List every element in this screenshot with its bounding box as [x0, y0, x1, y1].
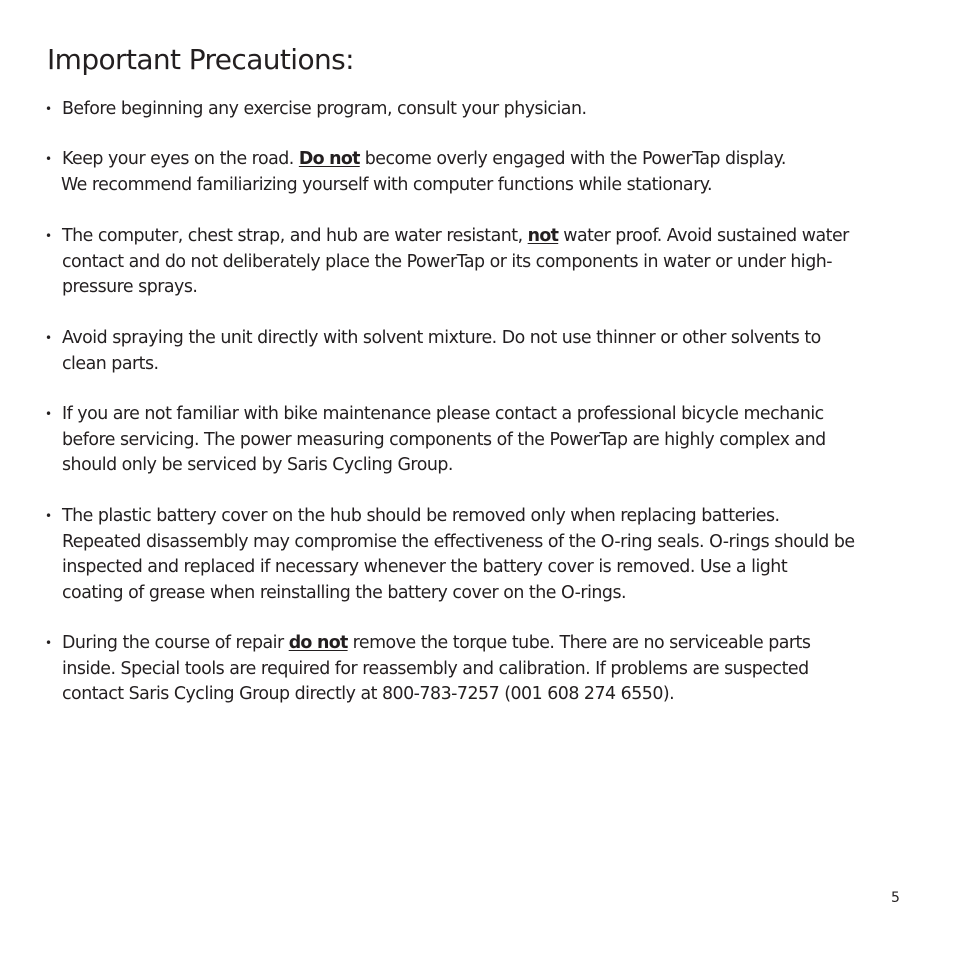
precaution-line	[62, 250, 932, 276]
precaution-text: should only be serviced by Saris Cycling Group.	[62, 455, 453, 475]
precaution-text: During the course of repair	[62, 633, 289, 653]
precaution-item	[45, 504, 932, 606]
precaution-text: contact Saris Cycling Group directly at 800-783-7257 (001 608 274 6550).	[62, 684, 675, 704]
precaution-text: remove the torque tube. There are no serviceable parts	[347, 633, 811, 653]
precaution-line	[61, 173, 932, 199]
precaution-text: Keep your eyes on the road.	[62, 149, 299, 169]
precaution-item	[45, 402, 932, 479]
precaution-line	[62, 147, 932, 173]
emphasis-text: not	[527, 226, 559, 246]
precaution-text: Repeated disassembly may compromise the effectiveness of the O-ring seals. O-rings should be	[62, 531, 855, 552]
precaution-line	[62, 631, 932, 657]
precaution-line	[62, 581, 932, 607]
precaution-text: coating of grease when reinstalling the battery cover on the O-rings.	[62, 582, 627, 603]
precaution-line	[62, 530, 932, 556]
precaution-text: We recommend familiarizing yourself with computer functions while stationary.	[61, 174, 713, 195]
precaution-text: pressure sprays.	[62, 277, 198, 297]
emphasis-text: do not	[288, 633, 348, 653]
precaution-line	[62, 428, 932, 454]
precaution-line	[62, 326, 932, 352]
precaution-line	[62, 275, 932, 301]
precaution-item	[45, 326, 932, 377]
precaution-line	[62, 555, 932, 581]
precaution-text: If you are not familiar with bike maintenance please contact a professional bicycle mechanic	[62, 404, 824, 424]
precaution-text: Before beginning any exercise program, consult your physician.	[62, 99, 587, 119]
precaution-text: The computer, chest strap, and hub are water resistant,	[62, 226, 528, 246]
bullet-icon: •	[45, 636, 52, 650]
bullet-icon: •	[45, 229, 52, 243]
precaution-item	[45, 224, 932, 301]
bullet-icon: •	[45, 152, 52, 166]
precaution-line	[62, 504, 932, 530]
precaution-text: contact and do not deliberately place the PowerTap or its components in water or under high-	[62, 251, 833, 272]
precaution-item	[45, 147, 932, 198]
precaution-line	[62, 352, 932, 378]
page-number: 5	[891, 890, 900, 906]
precaution-line	[62, 682, 932, 708]
precaution-line	[62, 453, 932, 479]
precaution-text: before servicing. The power measuring components of the PowerTap are highly complex and	[62, 429, 826, 450]
bullet-icon: •	[45, 331, 52, 345]
precaution-line	[62, 657, 932, 683]
precaution-text: Avoid spraying the unit directly with solvent mixture. Do not use thinner or other solvents to	[62, 328, 821, 348]
bullet-icon: •	[45, 407, 52, 421]
precaution-text: clean parts.	[62, 353, 159, 374]
emphasis-text: Do not	[298, 149, 360, 169]
precaution-line	[62, 224, 932, 250]
precaution-text: water proof. Avoid sustained water	[558, 226, 849, 246]
bullet-icon: •	[45, 102, 52, 116]
precaution-line	[62, 97, 932, 123]
precaution-text: inspected and replaced if necessary whenever the battery cover is removed. Use a light	[62, 557, 788, 577]
bullet-icon: •	[45, 509, 52, 523]
precaution-item	[45, 631, 932, 708]
precaution-item	[45, 97, 932, 123]
precaution-text: become overly engaged with the PowerTap display.	[359, 149, 786, 169]
precaution-text: inside. Special tools are required for reassembly and calibration. If problems are suspected	[62, 658, 809, 679]
precaution-text: The plastic battery cover on the hub should be removed only when replacing batteries.	[62, 506, 780, 526]
page-title: Important Precautions:	[47, 43, 354, 76]
precaution-line	[62, 402, 932, 428]
